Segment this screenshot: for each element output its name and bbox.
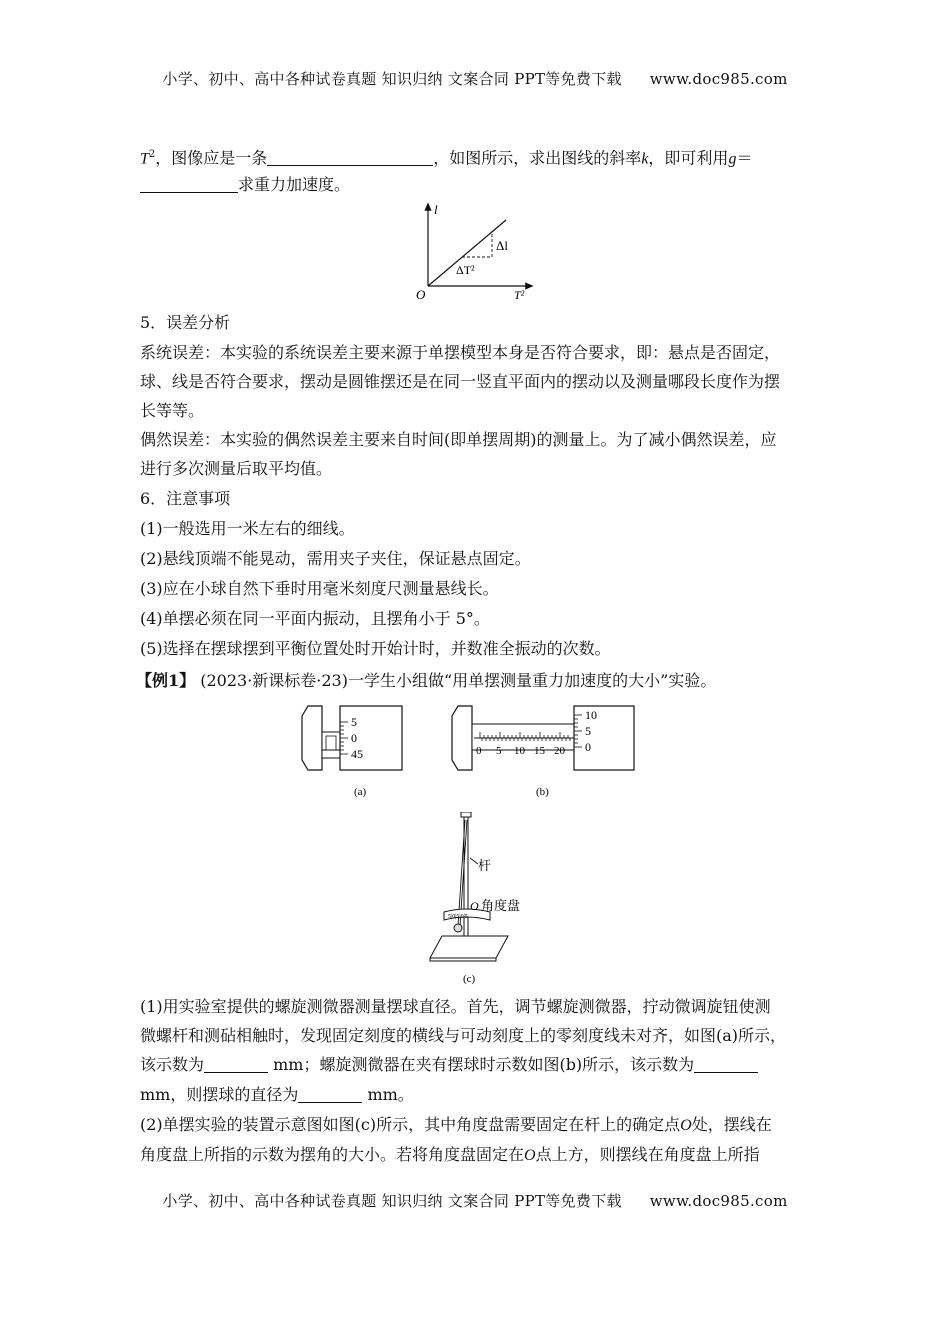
figure-a-micrometer xyxy=(300,700,410,800)
answer-blank[interactable] xyxy=(267,147,433,166)
note-item: (2)悬线顶端不能晃动，需用夹子夹住，保证悬点固定。 xyxy=(140,549,531,568)
answer-blank[interactable] xyxy=(694,1054,758,1073)
page-footer xyxy=(0,1190,950,1211)
note-item: (1)一般选用一米左右的细线。 xyxy=(140,519,355,538)
svg-text:5: 5 xyxy=(496,745,502,757)
svg-text:20: 20 xyxy=(554,745,565,757)
x-axis-label: T² xyxy=(514,288,525,302)
answer-blank[interactable] xyxy=(140,174,238,193)
figure-c-caption: (c) xyxy=(463,973,476,985)
intro-line-1: $T^2$，图像应是一条 ，如图所示，求出图线的斜率k，即可利用g＝ xyxy=(140,148,753,168)
page-header xyxy=(0,68,950,89)
note-item: (5)选择在摆球摆到平衡位置处时开始计时，并数准全振动的次数。 xyxy=(140,639,611,658)
dial-label: 角度盘 xyxy=(481,898,521,913)
figure-a-caption: (a) xyxy=(354,786,367,798)
figure-c-pendulum xyxy=(420,812,540,990)
answer-blank[interactable] xyxy=(298,1084,362,1103)
systematic-error-line-1: 系统误差：本实验的系统误差主要来源于单摆模型本身是否符合要求，即：悬点是否固定， xyxy=(140,343,781,362)
q2-line-1: (2)单摆实验的装置示意图如图(c)所示，其中角度盘需要固定在杆上的确定点O处，摆线在 xyxy=(140,1115,772,1134)
header-text: 小学、初中、高中各种试卷真题 知识归纳 文案合同 PPT等免费下载 xyxy=(162,70,622,88)
l-t2-graph xyxy=(410,200,540,305)
figure-b-caption: (b) xyxy=(536,786,549,798)
q1-line-3: 该示数为 mm；螺旋测微器在夹有摆球时示数如图(b)所示，该示数为 xyxy=(140,1050,820,1080)
note-item: (3)应在小球自然下垂时用毫米刻度尺测量悬线长。 xyxy=(140,579,499,598)
dial-scale-marks: 5|0|5|0|5 xyxy=(448,914,468,920)
example-label: 【例1】 xyxy=(136,671,196,690)
svg-text:10: 10 xyxy=(585,708,597,722)
q1-line-1: (1)用实验室提供的螺旋测微器测量摆球直径。首先，调节螺旋测微器，拧动微调旋钮使测 xyxy=(140,997,771,1016)
svg-text:0: 0 xyxy=(476,745,482,757)
answer-blank[interactable] xyxy=(204,1054,268,1073)
intro-line-2: 求重力加速度。 xyxy=(140,170,820,200)
svg-text:15: 15 xyxy=(534,745,545,757)
systematic-error-line-2: 球、线是否符合要求，摆动是圆锥摆还是在同一竖直平面内的摆动以及测量哪段长度作为摆 xyxy=(140,372,781,391)
svg-text:5: 5 xyxy=(351,715,357,729)
section-6-title: 6．注意事项 xyxy=(140,489,231,508)
q2-line-2: 角度盘上所指的示数为摆角的大小。若将角度盘固定在O点上方，则摆线在角度盘上所指 xyxy=(140,1145,760,1164)
figure-b-micrometer xyxy=(450,700,640,800)
footer-url[interactable]: www.doc985.com xyxy=(649,1192,788,1210)
example-heading: 【例1】 (2023·新课标卷·23)一学生小组做“用单摆测量重力加速度的大小”实验。 xyxy=(136,671,717,690)
systematic-error-line-3: 长等等。 xyxy=(140,401,205,420)
q1-line-4: mm，则摆球的直径为 mm。 xyxy=(140,1085,414,1104)
accidental-error-line-1: 偶然误差：本实验的偶然误差主要来自时间(即单摆周期)的测量上。为了减小偶然误差，应 xyxy=(140,430,777,449)
svg-text:10: 10 xyxy=(514,745,525,757)
point-o-label: O xyxy=(470,899,479,913)
svg-text:45: 45 xyxy=(351,747,363,761)
delta-l-label: Δl xyxy=(496,238,508,253)
section-5-title: 5．误差分析 xyxy=(140,313,231,332)
note-item: (4)单摆必须在同一平面内振动，且摆角小于 5°。 xyxy=(140,609,490,628)
footer-text: 小学、初中、高中各种试卷真题 知识归纳 文案合同 PPT等免费下载 xyxy=(162,1192,622,1210)
delta-t-label: ΔT² xyxy=(456,263,475,277)
y-axis-label: l xyxy=(434,202,438,217)
svg-text:0: 0 xyxy=(585,740,591,754)
svg-text:5: 5 xyxy=(585,724,591,738)
q1-line-2: 微螺杆和测砧相触时，发现固定刻度的横线与可动刻度上的零刻度线未对齐，如图(a)所示， xyxy=(140,1026,787,1045)
rod-label: 杆 xyxy=(478,858,492,873)
svg-text:0: 0 xyxy=(351,731,357,745)
accidental-error-line-2: 进行多次测量后取平均值。 xyxy=(140,459,333,478)
header-url[interactable]: www.doc985.com xyxy=(649,70,788,88)
origin-label: O xyxy=(416,287,426,302)
